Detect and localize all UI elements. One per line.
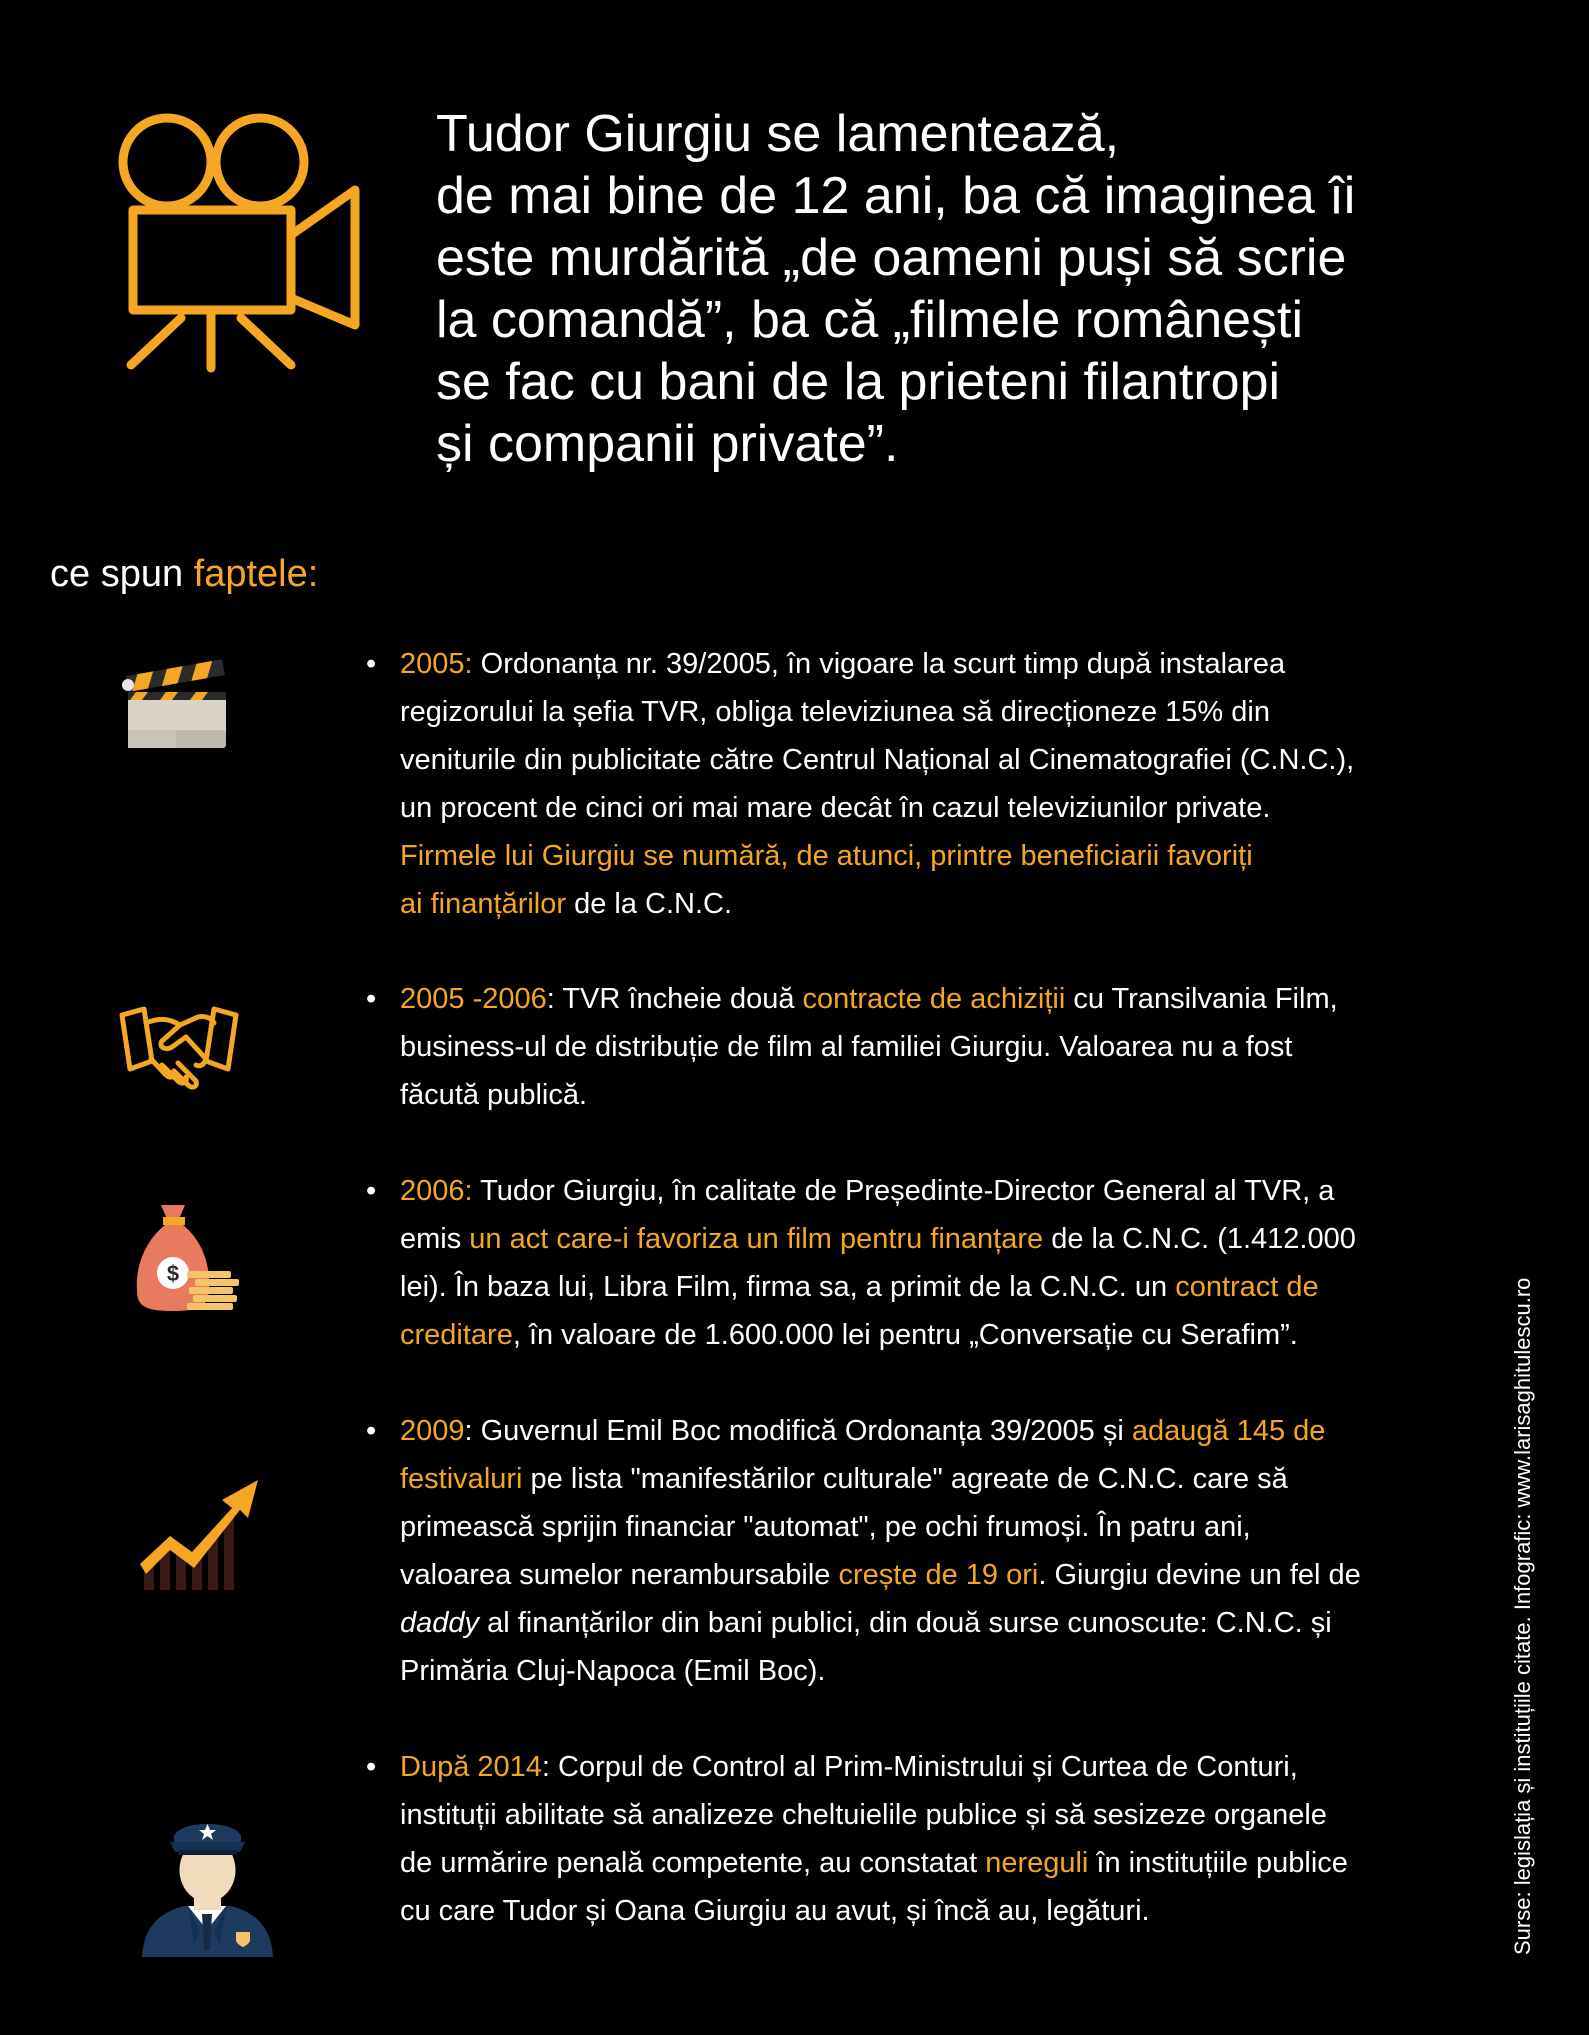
fact-line — [400, 1407, 1480, 1455]
highlight-text: un act care-i favoriza un film pentru finanțare — [469, 1223, 1044, 1255]
fact-line — [400, 1167, 1480, 1215]
highlight-text: nereguli — [985, 1847, 1089, 1879]
highlight-text: contracte de achiziții — [802, 983, 1066, 1015]
fact-line — [400, 1839, 1480, 1887]
body-text: pe lista "manifestărilor culturale" agreate de C.N.C. care să — [522, 1463, 1288, 1495]
fact-line — [400, 1551, 1480, 1599]
section-title — [50, 548, 318, 600]
fact-2005-2006 — [366, 975, 1480, 1119]
body-text: în instituțiile publice — [1088, 1847, 1348, 1879]
fact-line — [400, 1263, 1480, 1311]
section-title-prefix: ce spun — [50, 553, 194, 595]
fact-line — [400, 1743, 1480, 1791]
fact-line — [400, 784, 1480, 832]
body-text: cu Transilvania Film, — [1065, 983, 1338, 1015]
body-text: Tudor Giurgiu, în calitate de Președinte-Director General al TVR, a — [472, 1175, 1335, 1207]
svg-text:$: $ — [166, 1261, 180, 1286]
growth-chart-icon — [140, 1480, 260, 1590]
bullet-point: • — [366, 648, 377, 680]
fact-line — [400, 975, 1480, 1023]
body-text: primească sprijin financiar "automat", pe ochi frumoși. În patru ani, — [400, 1511, 1251, 1543]
body-text: : Corpul de Control al Prim-Ministrului și Curtea de Conturi, — [541, 1751, 1298, 1783]
highlight-text: crește de 19 ori — [838, 1559, 1039, 1591]
fact-line — [400, 1071, 1480, 1119]
body-text: făcută publică. — [400, 1079, 588, 1111]
body-text: Ordonanța nr. 39/2005, în vigoare la scurt timp după instalarea — [472, 648, 1286, 680]
fact-2005 — [366, 640, 1480, 928]
headline — [436, 103, 1516, 475]
fact-line — [400, 1503, 1480, 1551]
fact-line — [400, 1887, 1480, 1935]
highlight-text: festivaluri — [400, 1463, 523, 1495]
bullet-point: • — [366, 983, 377, 1015]
section-title-highlight: faptele: — [193, 553, 319, 595]
highlight-text: ai finanțărilor — [400, 888, 567, 920]
body-text: emis — [400, 1223, 470, 1255]
money-bag-icon — [133, 1197, 248, 1315]
fact-2006 — [366, 1167, 1480, 1359]
fact-line — [400, 1647, 1480, 1695]
fact-line — [400, 880, 1480, 928]
highlight-text: 2009 — [400, 1415, 465, 1447]
bullet-point: • — [366, 1175, 377, 1207]
body-text: daddy — [400, 1607, 480, 1639]
sources-credit: Surse: legislația și instituțiile citate. Infografic: www.larisaghitulescu.ro — [1510, 1277, 1535, 1955]
highlight-text: După 2014 — [400, 1751, 542, 1783]
body-text: al finanțărilor din bani publici, din două surse cunoscute: C.N.C. și — [479, 1607, 1332, 1639]
body-text: Primăria Cluj-Napoca (Emil Boc). — [400, 1655, 826, 1687]
headline-line: Tudor Giurgiu se lamentează, — [436, 105, 1120, 163]
body-text: de la C.N.C. — [566, 888, 733, 920]
fact-line — [400, 1023, 1480, 1071]
fact-line — [400, 736, 1480, 784]
body-text: : Guvernul Emil Boc modifică Ordonanța 39/2005 și — [464, 1415, 1132, 1447]
body-text: un procent de cinci ori mai mare decât în cazul televiziunilor private. — [400, 792, 1271, 824]
headline-line: se fac cu bani de la prieteni filantropi — [436, 353, 1281, 411]
body-text: lei). În baza lui, Libra Film, firma sa, a primit de la C.N.C. un — [400, 1271, 1176, 1303]
highlight-text: creditare — [400, 1319, 513, 1351]
headline-line: este murdărită „de oameni puși să scrie — [436, 229, 1347, 287]
body-text: business-ul de distribuție de film al familiei Giurgiu. Valoarea nu a fost — [400, 1031, 1293, 1063]
headline-line: de mai bine de 12 ani, ba că imaginea îi — [436, 167, 1356, 225]
clapperboard-icon — [118, 650, 230, 750]
highlight-text: adaugă 145 de — [1131, 1415, 1326, 1447]
highlight-text: contract de — [1175, 1271, 1319, 1303]
fact-line — [400, 1599, 1480, 1647]
police-officer-icon — [140, 1812, 275, 1957]
fact-line — [400, 1791, 1480, 1839]
body-text: regizorului la șefia TVR, obliga televiziunea să direcționeze 15% din — [400, 696, 1270, 728]
body-text: de urmărire penală competente, au constatat — [400, 1847, 986, 1879]
fact-line — [400, 688, 1480, 736]
body-text: veniturile din publicitate către Centrul Național al Cinematografiei (C.N.C.), — [400, 744, 1355, 776]
headline-line: la comandă”, ba că „filmele românești — [436, 291, 1304, 349]
body-text: valoarea sumelor nerambursabile — [400, 1559, 839, 1591]
body-text: de la C.N.C. (1.412.000 — [1043, 1223, 1356, 1255]
body-text: : TVR încheie două — [546, 983, 803, 1015]
bullet-point: • — [366, 1415, 377, 1447]
highlight-text: Firmele lui Giurgiu se numără, de atunci, printre beneficiarii favoriți — [400, 840, 1253, 872]
fact-line — [400, 1455, 1480, 1503]
fact-line — [400, 640, 1480, 688]
headline-line: și companii private”. — [436, 415, 899, 473]
fact-line — [400, 1311, 1480, 1359]
fact-line — [400, 1215, 1480, 1263]
handshake-icon — [118, 1003, 240, 1103]
body-text: cu care Tudor și Oana Giurgiu au avut, și încă au, legături. — [400, 1895, 1150, 1927]
body-text: . Giurgiu devine un fel de — [1038, 1559, 1361, 1591]
body-text: , în valoare de 1.600.000 lei pentru „Conversație cu Serafim”. — [512, 1319, 1298, 1351]
body-text: instituții abilitate să analizeze cheltuielile publice și să sesizeze organele — [400, 1799, 1327, 1831]
highlight-text: 2005 -2006 — [400, 983, 547, 1015]
fact-line — [400, 832, 1480, 880]
fact-after-2014 — [366, 1743, 1480, 1935]
bullet-point: • — [366, 1751, 377, 1783]
fact-2009 — [366, 1407, 1480, 1695]
highlight-text: 2006: — [400, 1175, 473, 1207]
highlight-text: 2005: — [400, 648, 473, 680]
movie-camera-icon — [115, 110, 370, 380]
